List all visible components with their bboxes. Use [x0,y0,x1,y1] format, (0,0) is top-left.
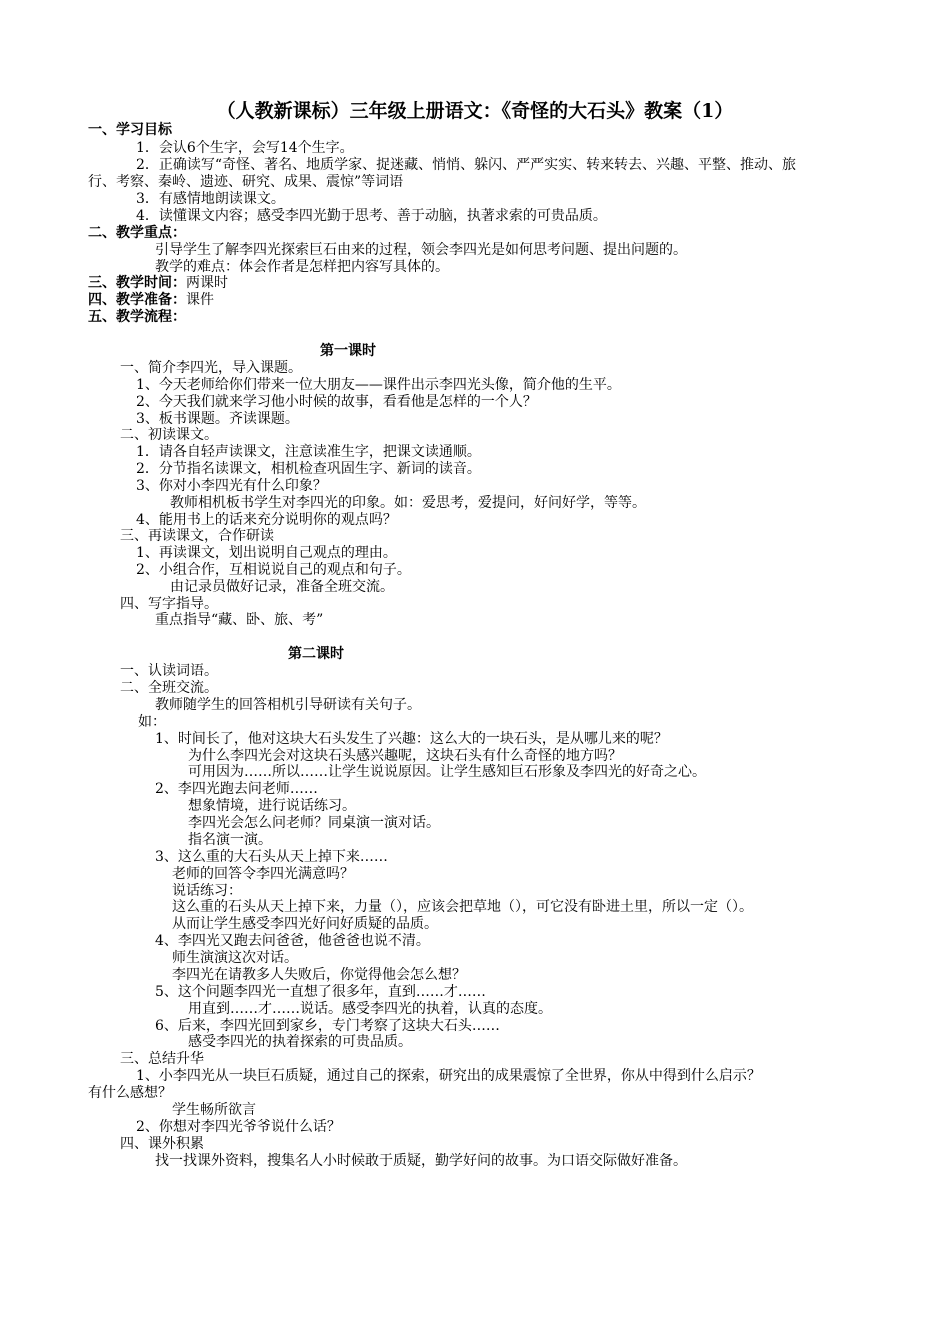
lesson2-line: 从而让学生感受李四光好问好质疑的品质。 [172,916,438,932]
lesson2-heading: 第二课时 [288,646,344,662]
lesson1-line: 重点指导“藏、卧、旅、考” [155,612,324,628]
lesson1-line: 2．分节指名读课文，相机检查巩固生字、新词的读音。 [136,461,481,477]
lesson1-line: 三、再读课文，合作研读 [120,528,274,544]
lesson2-line: 指名演一演。 [188,832,272,848]
lesson1-line: 2、今天我们就来学习他小时候的故事，看看他是怎样的一个人？ [136,394,537,410]
lesson2-line: 这么重的石头从天上掉下来，力量（），应该会把草地（），可它没有卧进土里，所以一定（）。 [172,899,753,915]
lesson2-line: 李四光在请教多人失败后，你觉得他会怎么想？ [172,967,466,983]
section-heading-time: 三、教学时间： [88,275,186,291]
lesson2-line: 为什么李四光会对这块石头感兴趣呢，这块石头有什么奇怪的地方吗？ [188,748,622,764]
section-heading-goals: 一、学习目标 [88,122,172,138]
lesson2-line: 5、这个问题李四光一直想了很多年，直到……才…… [155,984,486,1000]
lesson1-line: 2、小组合作，互相说说自己的观点和句子。 [136,562,411,578]
lesson2-line: 二、全班交流。 [120,680,218,696]
lesson1-line: 教师相机板书学生对李四光的印象。如：爱思考，爱提问，好问好学，等等。 [170,495,646,511]
lesson1-line: 1、今天老师给你们带来一位大朋友——课件出示李四光头像，简介他的生平。 [136,377,621,393]
lesson2-line: 1、时间长了，他对这块大石头发生了兴趣：这么大的一块石头，是从哪儿来的呢？ [155,731,668,747]
lesson1-line: 4、能用书上的话来充分说明你的观点吗？ [136,512,397,528]
goal-item: 2．正确读写“奇怪、著名、地质学家、捉迷藏、悄悄、躲闪、严严实实、转来转去、兴趣、平整、推动、旅 [136,157,797,173]
lesson2-line: 用直到……才……说话。感受李四光的执着，认真的态度。 [188,1001,552,1017]
goal-item: 4．读懂课文内容；感受李四光勤于思考、善于动脑，执著求索的可贵品质。 [136,208,607,224]
lesson2-line: 学生畅所欲言 [172,1102,256,1118]
teaching-prep-value: 课件 [186,292,214,308]
lesson2-line: 三、总结升华 [120,1051,204,1067]
lesson1-line: 一、简介李四光，导入课题。 [120,360,302,376]
section-heading-process: 五、教学流程： [88,309,186,325]
lesson2-line: 6、后来，李四光回到家乡，专门考察了这块大石头…… [155,1018,500,1034]
lesson2-line: 教师随学生的回答相机引导研读有关句子。 [155,697,421,713]
lesson1-line: 四、写字指导。 [120,596,218,612]
goal-item: 3．有感情地朗读课文。 [136,191,285,207]
lesson2-line: 四、课外积累 [120,1136,204,1152]
lesson2-line: 可用因为……所以……让学生说说原因。让学生感知巨石形象及李四光的好奇之心。 [188,764,706,780]
lesson1-line: 3、你对小李四光有什么印象？ [136,478,327,494]
document-title: （人教新课标）三年级上册语文：《奇怪的大石头》教案（1） [216,100,734,122]
lesson1-heading: 第一课时 [320,343,376,359]
lesson2-line: 1、小李四光从一块巨石质疑，通过自己的探索，研究出的成果震惊了全世界，你从中得到什么启示？ [136,1068,761,1084]
section-heading-prep: 四、教学准备： [88,292,186,308]
lesson1-line: 由记录员做好记录，准备全班交流。 [170,579,394,595]
lesson2-line: 一、认读词语。 [120,663,218,679]
lesson2-line: 找一找课外资料，搜集名人小时候敢于质疑，勤学好问的故事。为口语交际做好准备。 [155,1153,687,1169]
teaching-time [88,275,228,292]
teaching-time-value: 两课时 [186,275,228,291]
lesson2-line: 说话练习： [172,883,242,899]
lesson2-line: 2、李四光跑去问老师…… [155,781,318,797]
lesson2-line: 想象情境，进行说话练习。 [188,798,356,814]
lesson1-line: 1．请各自轻声读课文，注意读准生字，把课文读通顺。 [136,444,481,460]
lesson2-line: 李四光会怎么问老师？同桌演一演对话。 [188,815,440,831]
goal-item-continuation: 行、考察、秦岭、遗迹、研究、成果、震惊”等词语 [88,174,404,190]
teaching-prep [88,292,214,309]
lesson1-line: 3、板书课题。齐读课题。 [136,411,299,427]
goal-item: 1．会认6个生字，会写14个生字。 [136,140,354,156]
lesson2-line: 师生演演这次对话。 [172,950,298,966]
lesson2-line: 2、你想对李四光爷爷说什么话？ [136,1119,341,1135]
section-heading-focus: 二、教学重点： [88,225,186,241]
lesson1-line: 二、初读课文。 [120,427,218,443]
lesson1-line: 1、再读课文，划出说明自己观点的理由。 [136,545,397,561]
lesson2-line: 3、这么重的大石头从天上掉下来…… [155,849,388,865]
lesson2-line: 感受李四光的执着探索的可贵品质。 [188,1034,412,1050]
focus-line: 引导学生了解李四光探索巨石由来的过程，领会李四光是如何思考问题、提出问题的。 [155,242,687,258]
lesson2-line: 有什么感想？ [88,1085,172,1101]
lesson2-line: 老师的回答令李四光满意吗？ [172,866,354,882]
lesson2-line: 4、李四光又跑去问爸爸，他爸爸也说不清。 [155,933,430,949]
lesson2-line: 如： [138,714,166,730]
difficulty-line: 教学的难点：体会作者是怎样把内容写具体的。 [155,259,449,275]
